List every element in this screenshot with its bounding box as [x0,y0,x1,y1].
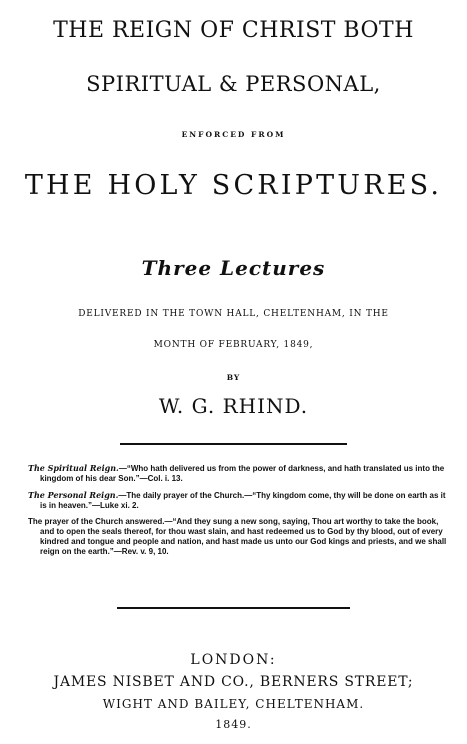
enforced-from: ENFORCED FROM [181,130,286,139]
lectures-heading: Three Lectures [141,256,326,280]
title-line-1: THE REIGN OF CHRIST BOTH [53,18,414,43]
imprint-second-publisher: WIGHT AND BAILEY, CHELTENHAM. [102,697,365,711]
by-label: BY [226,373,241,382]
delivered-line-1: DELIVERED IN THE TOWN HALL, CHELTENHAM, IN THE [78,309,389,319]
author-name: W. G. RHIND. [158,394,309,418]
epigraph-lead: The Personal Reign. [28,490,119,500]
top-divider [120,443,347,445]
epigraph-personal-reign [28,490,448,511]
bottom-divider [117,607,350,609]
epigraph-text: —“And they sung a new song, saying, Thou art worthy to take the book, and to open the seals thereof, for thou wast slain, and hast redeemed us to God by thy blood, out of every kindred and tongue and people and nation, and hast made us unto our God kings and priests, and we shall reign on the earth.”—Rev. v. 9, 10. [40,517,447,556]
delivered-line-2: MONTH OF FEBRUARY, 1849, [153,340,314,350]
imprint-publisher: JAMES NISBET AND CO., BERNERS STREET; [53,674,414,690]
epigraph-lead: The Spiritual Reign. [28,463,119,473]
epigraph-prayer-answered [28,517,448,557]
epigraph-spiritual-reign [28,463,448,484]
epigraph-text: —“Who hath delivered us from the power of darkness, and hath translated us into the kingdom of his dear Son.”—Col. i. 13. [40,464,445,483]
imprint-year: 1849. [215,718,252,731]
title-line-2: SPIRITUAL & PERSONAL, [86,72,381,96]
epigraphs [28,463,448,563]
epigraph-lead: The prayer of the Church answered. [28,517,165,526]
epigraph-text: —The daily prayer of the Church.—“Thy kingdom come, thy will be done on earth as it is in heaven.”—Luke xi. 2. [40,491,446,510]
holy-scriptures-title: THE HOLY SCRIPTURES. [24,170,443,201]
imprint-city: LONDON: [190,652,277,668]
